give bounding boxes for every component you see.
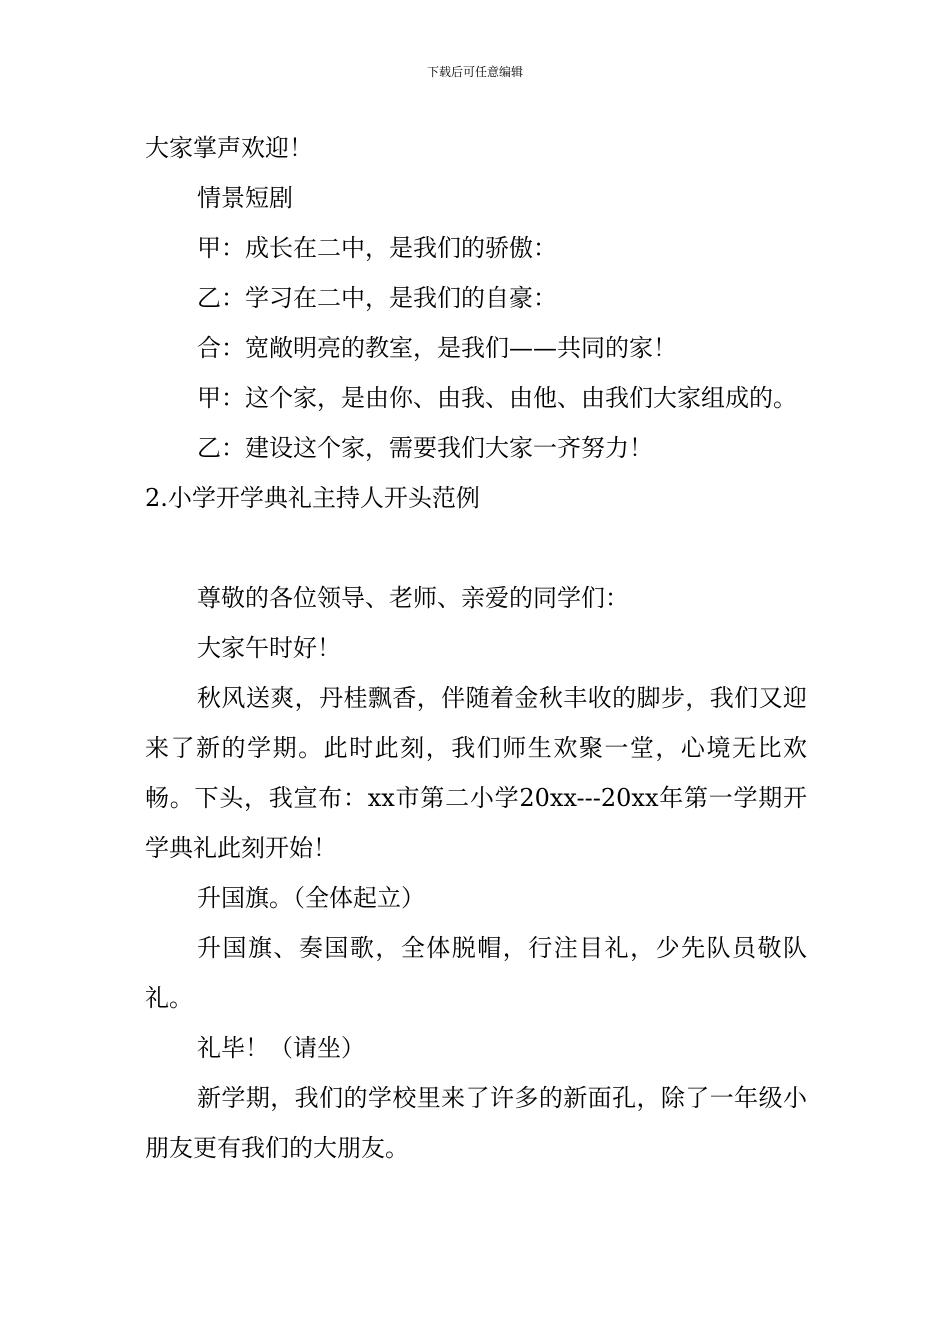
paragraph-line-yi-1: 乙：学习在二中，是我们的自豪：: [197, 284, 557, 312]
page-header-note: 下载后可任意编辑: [426, 65, 523, 79]
paragraph-line-yi-2: 乙：建设这个家，需要我们大家一齐努力！: [197, 434, 653, 462]
paragraph-greeting: 尊敬的各位领导、老师、亲爱的同学们：: [197, 584, 629, 612]
paragraph-skit-title: 情景短剧: [197, 184, 293, 212]
paragraph-ceremony-end: 礼毕！（请坐）: [197, 1034, 365, 1062]
paragraph-line-he: 合：宽敞明亮的教室，是我们——共同的家！: [197, 334, 677, 362]
paragraph-applause: 大家掌声欢迎！: [145, 134, 313, 162]
paragraph-anthem: 升国旗、奏国歌，全体脱帽，行注目礼，少先队员敬队礼。: [145, 934, 807, 1012]
paragraph-line-jia-1: 甲：成长在二中，是我们的骄傲：: [197, 234, 557, 262]
paragraph-good-afternoon: 大家午时好！: [197, 634, 341, 662]
paragraph-flag-raising: 升国旗。（全体起立）: [197, 884, 425, 912]
paragraph-opening: 秋风送爽，丹桂飘香，伴随着金秋丰收的脚步，我们又迎来了新的学期。此时此刻，我们师生欢聚一堂，心境无比欢畅。下头，我宣布：xx市第二小学20xx---20xx年第一学期开学典礼此刻开始！: [145, 684, 807, 862]
section-heading: 2.小学开学典礼主持人开头范例: [145, 484, 480, 512]
blank-line: [145, 523, 807, 573]
paragraph-line-jia-2: 甲：这个家，是由你、由我、由他、由我们大家组成的。: [197, 384, 797, 412]
paragraph-new-faces: 新学期，我们的学校里来了许多的新面孔，除了一年级小朋友更有我们的大朋友。: [145, 1084, 807, 1162]
document-body: [145, 123, 807, 1173]
